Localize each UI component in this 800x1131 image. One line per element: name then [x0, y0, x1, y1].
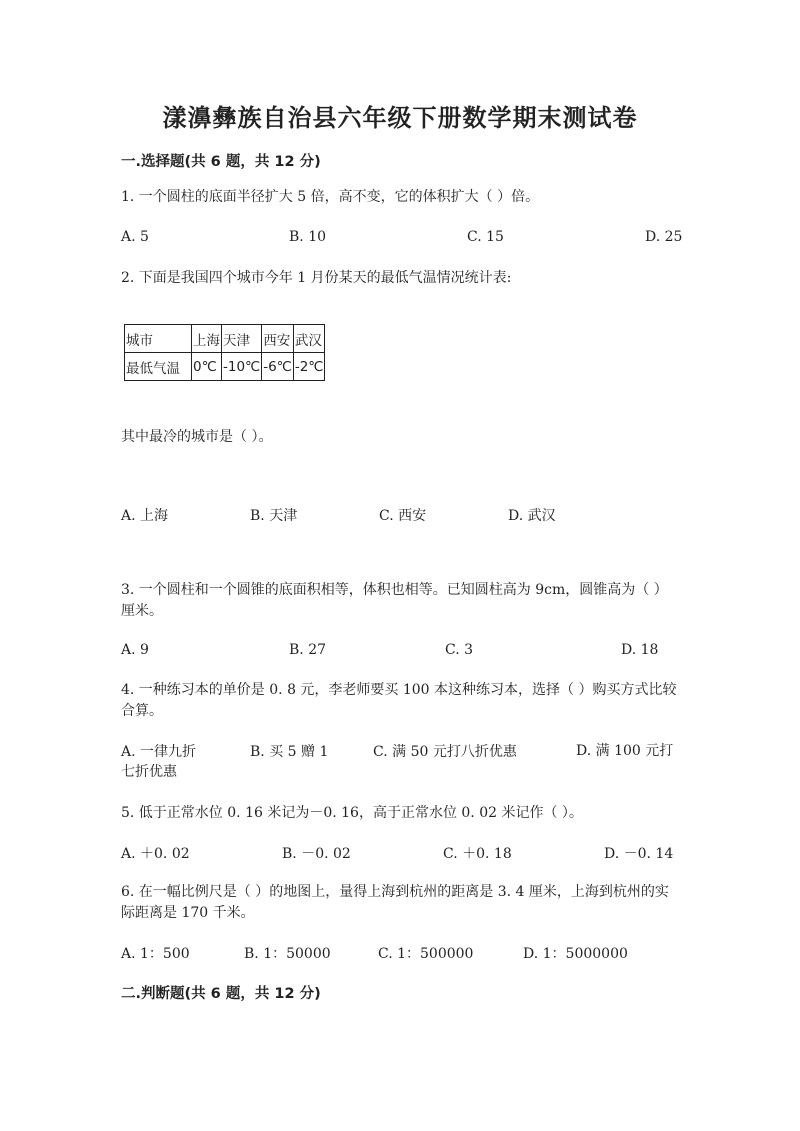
question-6-text: 6. 在一幅比例尺是（ ）的地图上，量得上海到杭州的距离是 3. 4 厘米，上海到杭州的实际距离是 170 千米。: [121, 884, 669, 921]
q3-option-b: B. 27: [289, 642, 327, 658]
q6-option-c: C. 1：500000: [378, 946, 474, 962]
q2-option-b: B. 天津: [250, 508, 298, 524]
question-2-text: 2. 下面是我国四个城市今年 1 月份某天的最低气温情况统计表:: [121, 270, 512, 286]
table-cell: -2℃: [293, 353, 325, 381]
q5-option-c: C. ＋0. 18: [443, 846, 512, 862]
q3-option-d: D. 18: [621, 642, 659, 658]
q4-option-a: A. 一律九折: [121, 744, 197, 760]
question-3-text: 3. 一个圆柱和一个圆锥的底面积相等，体积也相等。已知圆柱高为 9cm，圆锥高为（ ）厘米。: [121, 582, 668, 619]
q6-option-b: B. 1：50000: [244, 946, 331, 962]
q6-option-d: D. 1：5000000: [523, 946, 628, 962]
q3-option-c: C. 3: [445, 642, 474, 658]
q1-option-c: C. 15: [467, 229, 504, 245]
temperature-table: [124, 324, 325, 381]
q3-option-a: A. 9: [121, 642, 149, 658]
table-cell: 城市: [125, 325, 192, 353]
q2-option-d: D. 武汉: [508, 508, 556, 524]
q4-option-b: B. 买 5 赠 1: [250, 744, 329, 760]
q5-option-a: A. ＋0. 02: [121, 846, 190, 862]
q1-option-a: A. 5: [121, 229, 149, 245]
table-cell: 武汉: [293, 325, 325, 353]
page-title: 漾濞彝族自治县六年级下册数学期末测试卷: [162, 104, 638, 132]
section-heading-choice: 一.选择题(共 6 题，共 12 分): [121, 154, 321, 170]
q1-option-b: B. 10: [289, 229, 327, 245]
table-cell: 0℃: [192, 353, 222, 381]
table-cell: 西安: [262, 325, 294, 353]
question-1-text: 1. 一个圆柱的底面半径扩大 5 倍，高不变，它的体积扩大（ ）倍。: [121, 189, 540, 205]
table-header-row: [125, 325, 325, 353]
q5-option-b: B. －0. 02: [282, 846, 351, 862]
table-row: [125, 353, 325, 381]
q4-option-c: C. 满 50 元打八折优惠: [373, 744, 517, 760]
q2-option-a: A. 上海: [121, 508, 169, 524]
table-cell: -10℃: [222, 353, 262, 381]
q2-option-c: C. 西安: [379, 508, 427, 524]
section-heading-judgement: 二.判断题(共 6 题，共 12 分): [121, 986, 321, 1002]
question-2-followup: 其中最冷的城市是（ ）。: [121, 429, 273, 445]
table-cell: 天津: [222, 325, 262, 353]
question-4-text: 4. 一种练习本的单价是 0. 8 元，李老师要买 100 本这种练习本，选择（ ）购买方式比较合算。: [121, 682, 677, 719]
q5-option-d: D. －0. 14: [604, 846, 674, 862]
q6-option-a: A. 1：500: [121, 946, 190, 962]
question-5-text: 5. 低于正常水位 0. 16 米记为－0. 16，高于正常水位 0. 02 米记作（ ）。: [121, 805, 583, 821]
q4-option-d: D. 满 100 元打七折优惠: [121, 743, 674, 780]
table-cell: -6℃: [262, 353, 294, 381]
table-cell: 上海: [192, 325, 222, 353]
table-cell: 最低气温: [125, 353, 192, 381]
q1-option-d: D. 25: [645, 229, 683, 245]
